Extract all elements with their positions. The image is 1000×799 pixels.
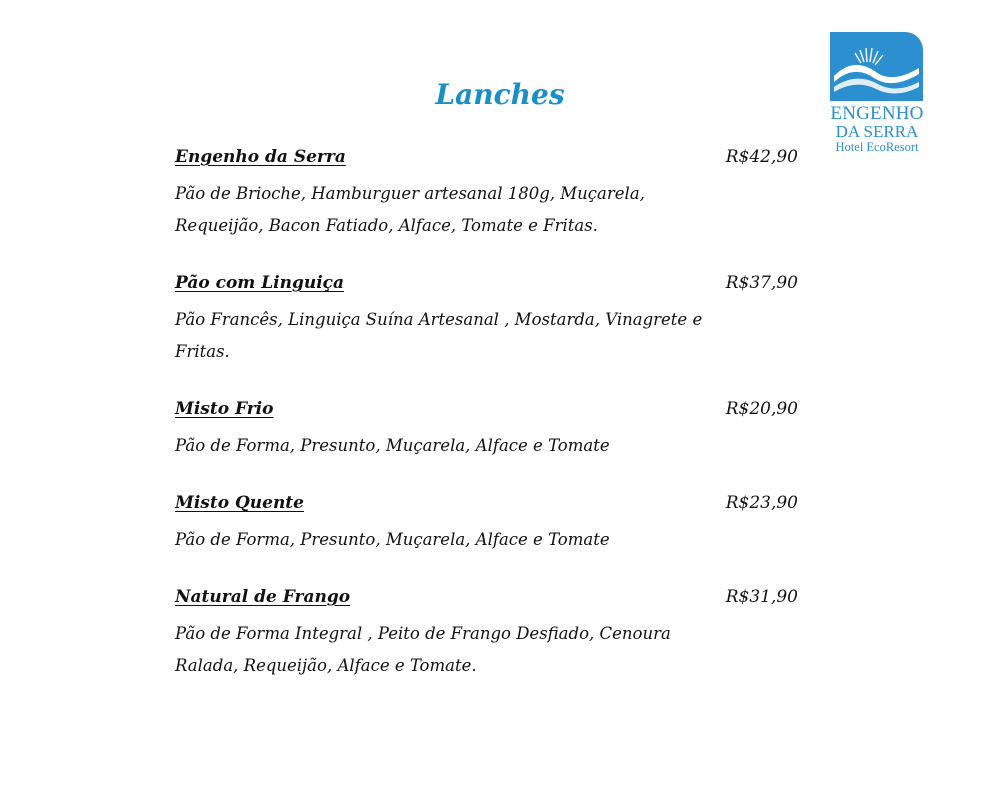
wave-sun-logo-icon	[830, 32, 923, 101]
menu-item-description	[175, 302, 800, 368]
menu-item-description-line: Pão de Brioche, Hamburguer artesanal 180g, Muçarela,	[175, 184, 645, 203]
menu-item-description-line: Requeijão, Bacon Fatiado, Alface, Tomate e Fritas.	[175, 216, 598, 235]
menu-item-name: Misto Frio	[175, 399, 274, 419]
menu-item-description-line: Pão de Forma, Presunto, Muçarela, Alface e Tomate	[175, 530, 610, 549]
menu-item-description	[175, 176, 800, 242]
menu-item	[175, 273, 800, 368]
menu-item-price: R$42,90	[725, 147, 798, 167]
menu-item-description-line: Ralada, Requeijão, Alface e Tomate.	[175, 656, 477, 675]
brand-name-line2: DA SERRA	[835, 122, 919, 141]
brand-wordmark	[824, 105, 930, 154]
menu-item-description-line: Fritas.	[175, 342, 230, 361]
menu-item	[175, 587, 800, 682]
menu-item	[175, 493, 800, 556]
menu-item-description-line: Pão de Forma, Presunto, Muçarela, Alface e Tomate	[175, 436, 610, 455]
menu-item	[175, 399, 800, 462]
page-title: Lanches	[435, 78, 565, 111]
menu-item-price: R$31,90	[725, 587, 798, 607]
menu-item-price: R$23,90	[725, 493, 798, 513]
menu-item-description-line: Pão de Forma Integral , Peito de Frango Desfiado, Cenoura	[175, 624, 671, 643]
menu-item-name: Engenho da Serra	[175, 147, 346, 167]
menu-item-price: R$37,90	[725, 273, 798, 293]
menu-item-name: Pão com Linguiça	[175, 273, 345, 293]
menu-list	[175, 147, 800, 713]
brand-name-line1: ENGENHO	[830, 103, 924, 124]
menu-item-price: R$20,90	[725, 399, 798, 419]
menu-item-description	[175, 428, 800, 462]
brand-tagline: Hotel EcoResort	[835, 140, 919, 154]
menu-item	[175, 147, 800, 242]
menu-item-description	[175, 616, 800, 682]
menu-item-description	[175, 522, 800, 556]
menu-item-name: Misto Quente	[175, 493, 304, 513]
menu-item-description-line: Pão Francês, Linguiça Suína Artesanal , Mostarda, Vinagrete e	[175, 310, 703, 329]
menu-item-name: Natural de Frango	[175, 587, 351, 607]
